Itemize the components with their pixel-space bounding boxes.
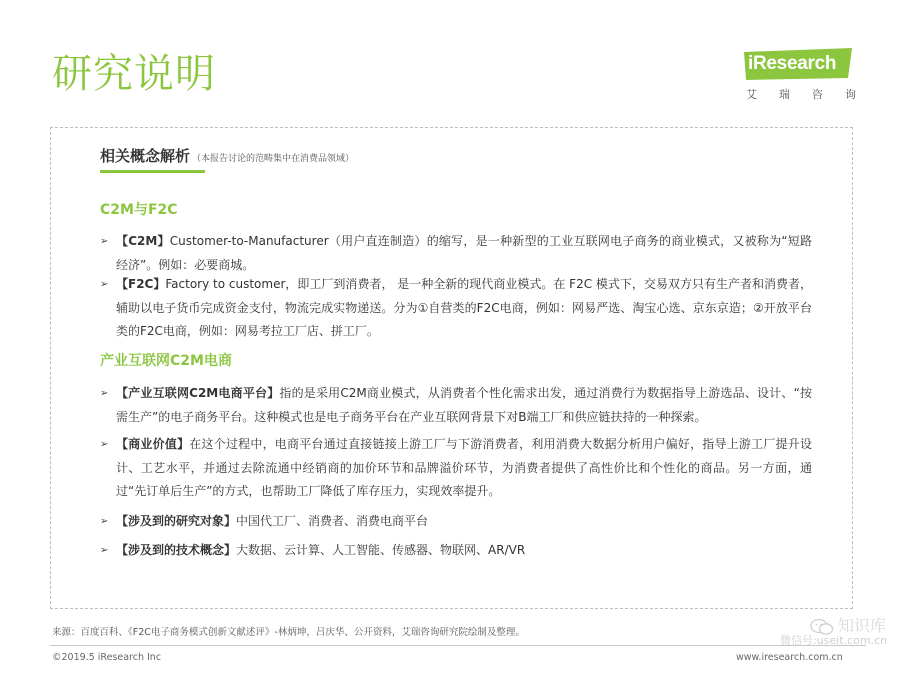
- bullet-item: [100, 539, 812, 563]
- bullet-text: Customer-to-Manufacturer（用户直连制造）的缩写，是一种新型的工业互联网电子商务的商业模式，又被称为“短路经济”。例如：必要商城。: [116, 234, 813, 272]
- page-number: 4: [874, 647, 883, 663]
- bullet-item: [100, 510, 812, 534]
- website-link[interactable]: www.iresearch.com.cn: [736, 652, 843, 663]
- bullet-text: 中国代工厂、消费者、消费电商平台: [236, 514, 429, 528]
- section-heading: [100, 146, 354, 166]
- subsection-title: C2M与F2C: [100, 202, 178, 218]
- bullet-label: 【涉及到的研究对象】: [116, 514, 237, 528]
- section-heading-note: （本报告讨论的范畴集中在消费品领域）: [192, 154, 355, 164]
- bullet-item: [100, 273, 812, 344]
- bullet-text: Factory to customer，即工厂到消费者， 是一种全新的现代商业模式。在 F2C 模式下，交易双方只有生产者和消费者，辅助以电子货币完成资金支付，物流完成实物递送。分为①自营类的F2C电商，例如：网易严选、淘宝心选、京东京造；②开放平台类的F2C电商，例如：网易考拉工厂店、拼工厂。: [116, 277, 812, 338]
- copyright: ©2019.5 iResearch Inc: [52, 652, 162, 663]
- heading-underline: [100, 170, 205, 173]
- bullet-text: 指的是采用C2M商业模式，从消费者个性化需求出发，通过消费行为数据指导上游选品、设计、“按需生产”的电子商务平台。这种模式也是电子商务平台在产业互联网背景下对B端工厂和供应链扶持的一种探索。: [116, 386, 812, 424]
- iresearch-logo: [744, 48, 856, 106]
- logo-subtitle: 艾 瑞 咨 询: [746, 88, 856, 101]
- bullet-label: 【F2C】: [116, 277, 166, 291]
- bullet-item: [100, 382, 812, 429]
- arrow-bullet-icon: ➢: [100, 236, 109, 247]
- section-heading-title: 相关概念解析: [100, 147, 191, 165]
- bullet-item: [100, 433, 812, 504]
- bullet-label: 【产业互联网C2M电商平台】: [116, 386, 280, 400]
- arrow-bullet-icon: ➢: [100, 516, 109, 527]
- subsection-title: 产业互联网C2M电商: [100, 353, 232, 369]
- arrow-bullet-icon: ➢: [100, 388, 109, 399]
- page-title: 研究说明: [52, 51, 216, 97]
- bullet-text: 在这个过程中，电商平台通过直接链接上游工厂与下游消费者，利用消费大数据分析用户偏好，指导上游工厂提升设计、工艺水平，并通过去除流通中经销商的加价环节和品牌溢价环节，为消费者提供了高性价比和个性化的商品。另一方面，通过“先订单后生产”的方式，也帮助工厂降低了库存压力，实现效率提升。: [116, 437, 812, 498]
- arrow-bullet-icon: ➢: [100, 439, 109, 450]
- bullet-label: 【涉及到的技术概念】: [116, 543, 237, 557]
- logo-text: iResearch: [748, 53, 837, 74]
- arrow-bullet-icon: ➢: [100, 545, 109, 556]
- bullet-item: [100, 230, 812, 277]
- bullet-label: 【C2M】: [116, 234, 170, 248]
- watermark-name: 知识库: [838, 616, 887, 635]
- watermark-url: 微信号:useit.com.cn: [780, 634, 888, 647]
- source-note: 来源：百度百科、《F2C电子商务模式创新文献述评》-林炳坤，吕庆华、公开资料，艾瑞咨询研究院绘制及整理。: [52, 627, 525, 638]
- bullet-label: 【商业价值】: [116, 437, 190, 451]
- bullet-text: 大数据、云计算、人工智能、传感器、物联网、AR/VR: [236, 543, 526, 557]
- arrow-bullet-icon: ➢: [100, 279, 109, 290]
- footer-divider: [50, 645, 866, 646]
